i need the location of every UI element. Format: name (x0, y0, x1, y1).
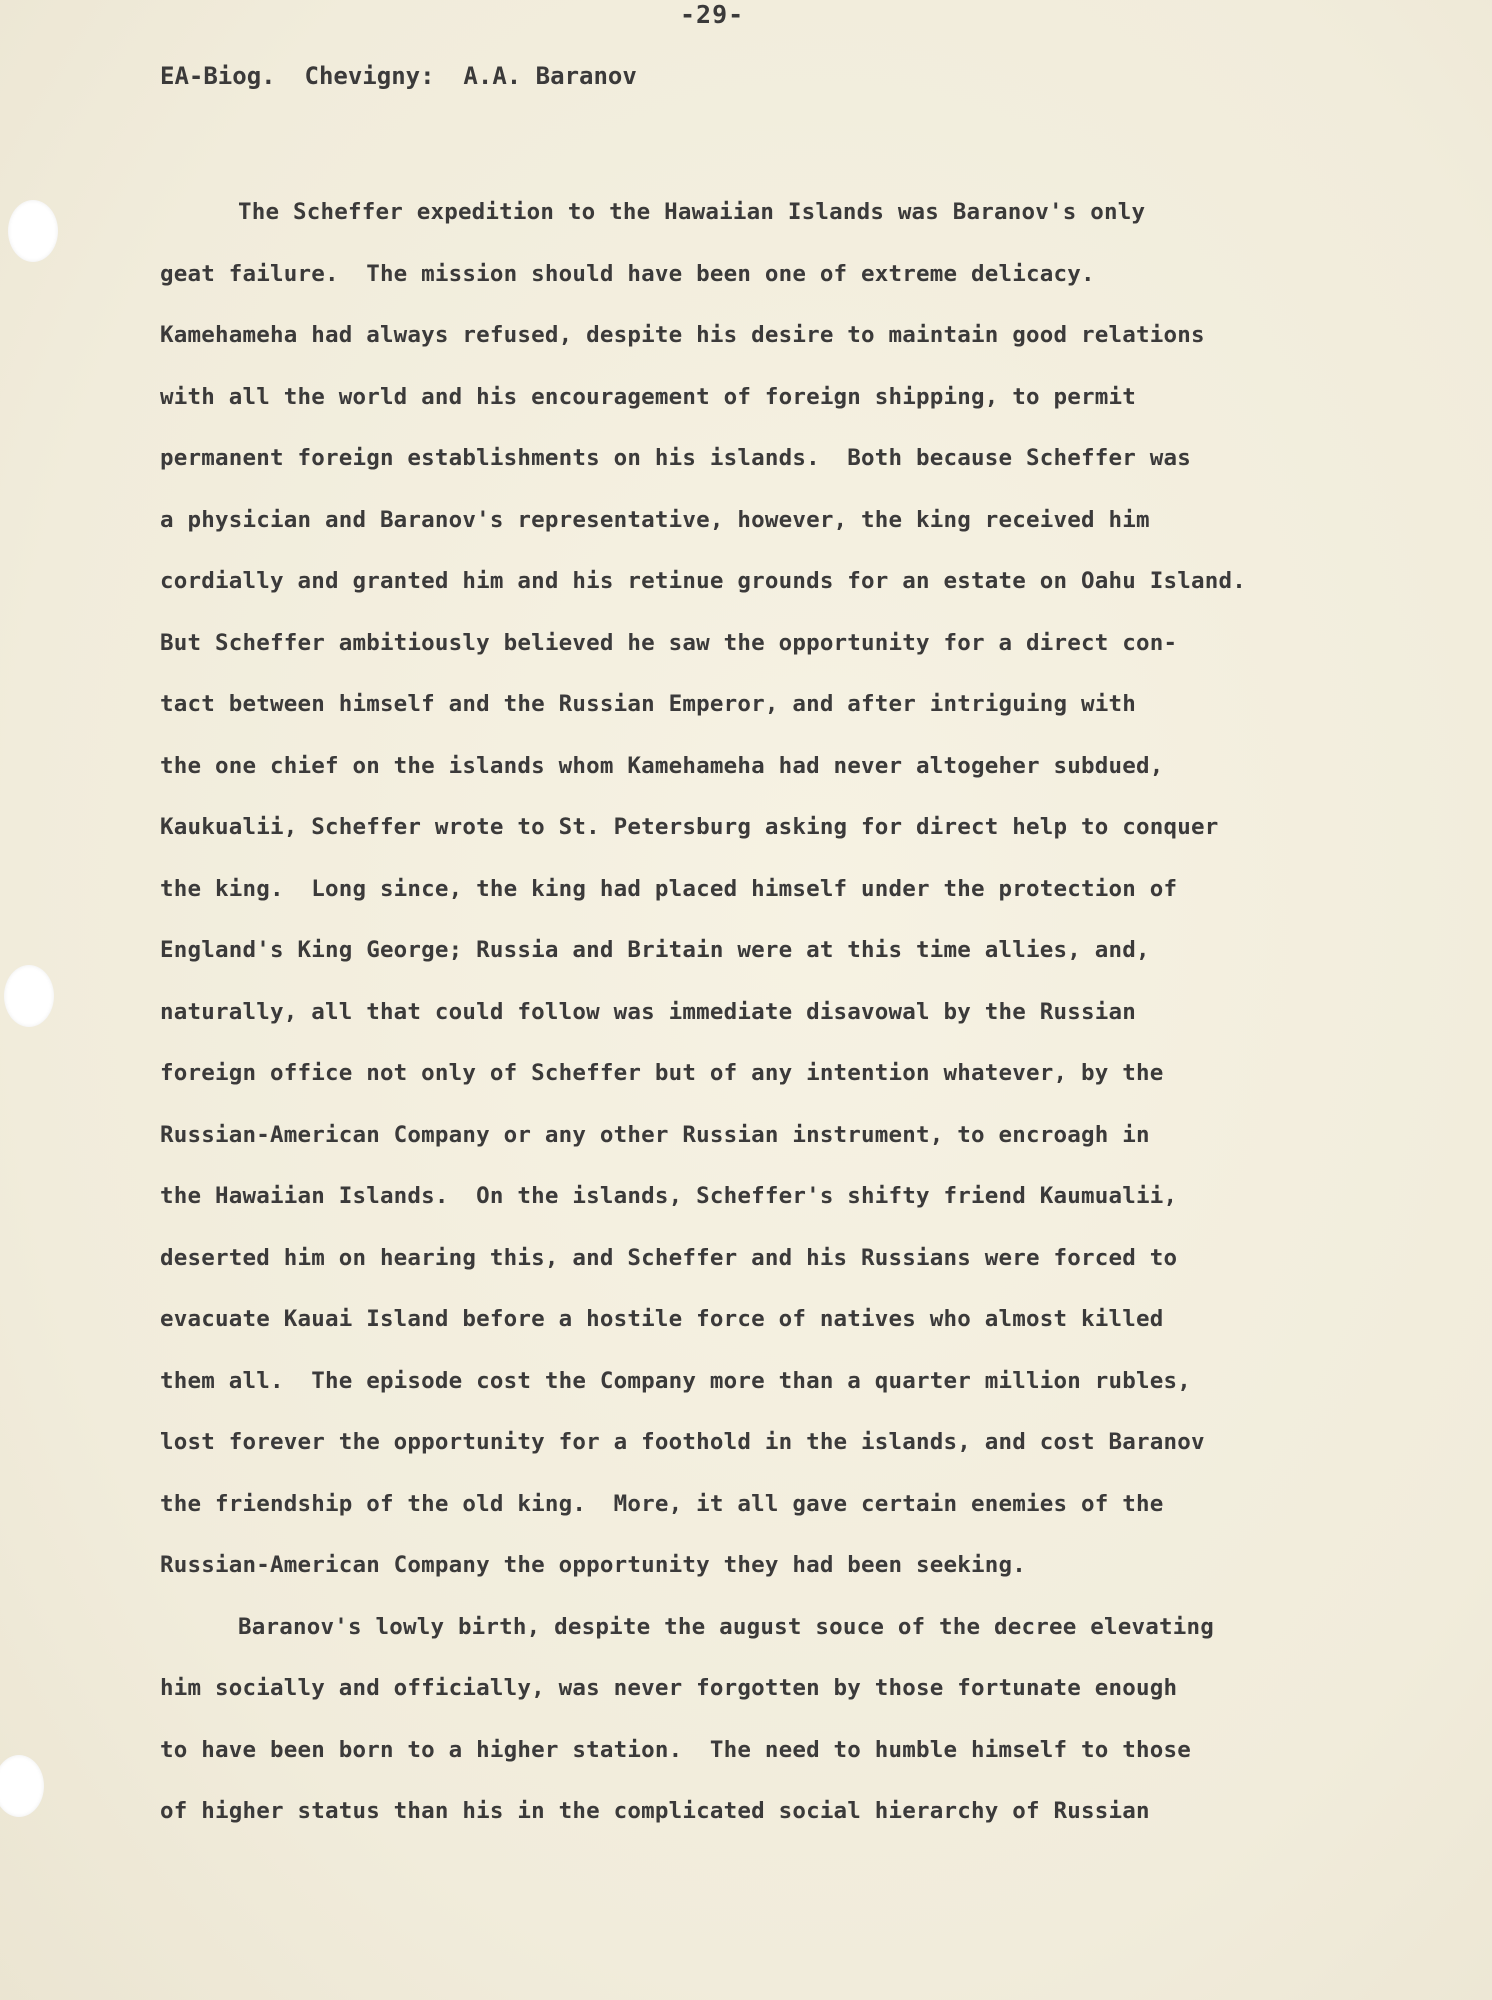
text-line: of higher status than his in the complicated social hierarchy of Russian (160, 1798, 1150, 1824)
text-line: Baranov's lowly birth, despite the august souce of the decree elevating (238, 1613, 1214, 1640)
text-line: Kaukualii, Scheffer wrote to St. Petersburg asking for direct help to conquer (160, 814, 1219, 840)
punch-hole (0, 1755, 44, 1817)
text-line: But Scheffer ambitiously believed he saw the opportunity for a direct con- (160, 629, 1178, 656)
text-line: him socially and officially, was never forgotten by those fortunate enough (160, 1675, 1178, 1701)
text-line: Russian-American Company the opportunity they had been seeking. (160, 1552, 1027, 1578)
punch-hole (4, 965, 54, 1027)
text-line: naturally, all that could follow was immediate disavowal by the Russian (160, 998, 1136, 1025)
text-line: permanent foreign establishments on his islands. Both because Scheffer was (160, 445, 1191, 471)
text-line: foreign office not only of Scheffer but of any intention whatever, by the (160, 1060, 1164, 1086)
text-line: lost forever the opportunity for a foothold in the islands, and cost Baranov (160, 1429, 1205, 1455)
text-line: Kamehameha had always refused, despite his desire to maintain good relations (160, 322, 1205, 348)
text-line: to have been born to a higher station. The need to humble himself to those (160, 1736, 1191, 1763)
document-header: EA-Biog. Chevigny: A.A. Baranov (160, 62, 637, 90)
text-line: the Hawaiian Islands. On the islands, Scheffer's shifty friend Kaumualii, (160, 1183, 1178, 1209)
text-line: tact between himself and the Russian Emperor, and after intriguing with (160, 691, 1136, 717)
text-line: the one chief on the islands whom Kamehameha had never altogeher subdued, (160, 752, 1164, 779)
text-line: England's King George; Russia and Britain were at this time allies, and, (160, 937, 1150, 963)
text-line: the friendship of the old king. More, it all gave certain enemies of the (160, 1490, 1164, 1517)
page-number: -29- (680, 0, 745, 29)
text-line: deserted him on hearing this, and Scheffer and his Russians were forced to (160, 1244, 1178, 1271)
text-line: them all. The episode cost the Company more than a quarter million rubles, (160, 1367, 1191, 1394)
text-line: evacuate Kauai Island before a hostile force of natives who almost killed (160, 1306, 1164, 1332)
text-line: a physician and Baranov's representative, however, the king received him (160, 506, 1150, 533)
text-line: cordially and granted him and his retinue grounds for an estate on Oahu Island. (160, 568, 1246, 594)
punch-hole (8, 200, 58, 262)
body-text (160, 182, 1400, 1843)
text-line: Russian-American Company or any other Russian instrument, to encroagh in (160, 1121, 1150, 1148)
text-line: geat failure. The mission should have been one of extreme delicacy. (160, 260, 1095, 287)
text-line: The Scheffer expedition to the Hawaiian Islands was Baranov's only (238, 199, 1146, 225)
text-line: with all the world and his encouragement of foreign shipping, to permit (160, 383, 1136, 410)
text-line: the king. Long since, the king had placed himself under the protection of (160, 875, 1178, 902)
